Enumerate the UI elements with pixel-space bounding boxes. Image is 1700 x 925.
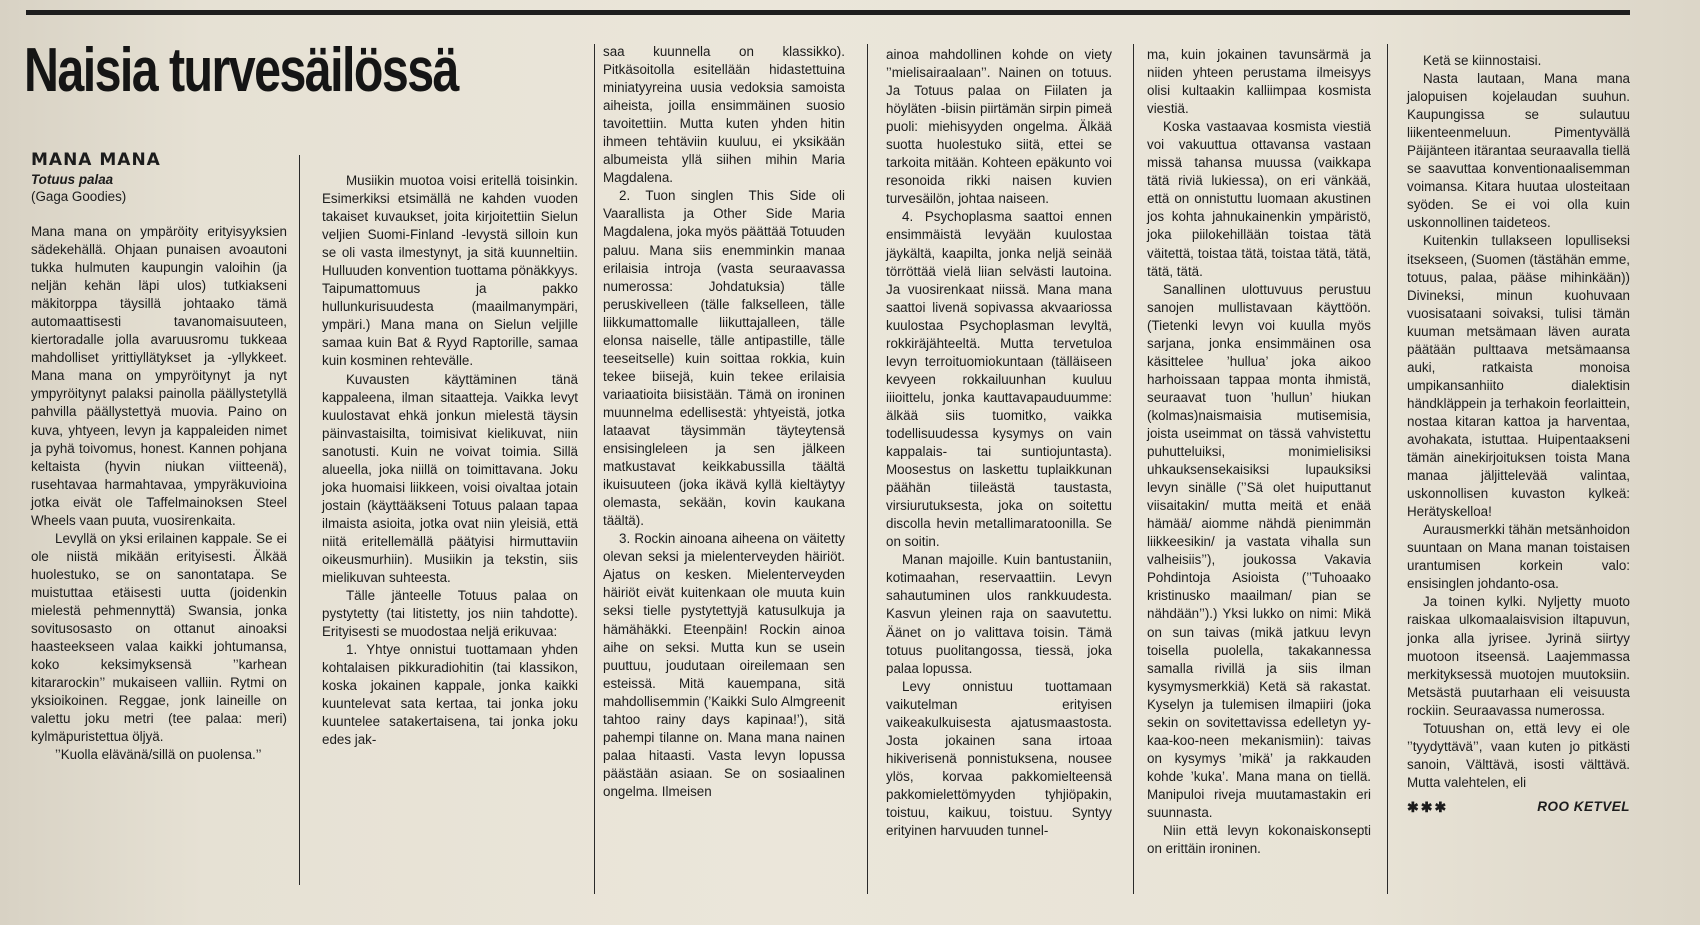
col6-paragraph-5: Ja toinen kylki. Nyljetty muoto raiskaa ulkomaalaisvision iltapuvun, jonka alla jyrisee. Jyrinä siirtyy muotoon itseensä. Laajemmassa merkityksessä muotojen muutoksiin. Metsästä puutarhaan eli veisuusta rockiin. Seuraavassa numerossa.: [1407, 594, 1630, 718]
column-1: [31, 149, 287, 764]
column-5: [1147, 46, 1371, 858]
col4-paragraph-4: Levy onnistuu tuottamaan vaikutelman erityisen vaikeakulkuisesta ajatusmaastosta. Josta jokainen sana irtoaa hikiverisenä ponnistuksena, nousee ylös, korvaa pakkomielteensä pakkomielettömyyden tyhjiöpakin, toistuu, kaikuu, toistuu. Syntyy erityinen harvuuden tunnel-: [886, 678, 1112, 839]
col6-paragraph-1: Ketä se kiinnostaisi.: [1423, 53, 1542, 68]
col2-paragraph-1: Musiikin muotoa voisi eritellä toisinkin. Esimerkiksi etsimällä ne kahden vuoden takaiset kuvaukset, joita kirjoitettiin Sielun veljien Suomi-Finland -levystä silloin kun se oli vasta ilmestynyt, ja sitä kuunneltiin. Hulluuden konvention tuottama pönäkkyys. Taipumattomuus ja pakko hullunkurisuudesta (maailmanympäri, ympäri.) Mana mana on Sielun veljille samaa kuin Bat & Ryyd Raptorille, samaa kuin kosminen rehtevälle.: [322, 173, 578, 369]
column-rule: [594, 44, 595, 894]
col2-paragraph-2: Kuvausten käyttäminen tänä kappaleena, ilman sitaatteja. Vaikka levyt kuulostavat ehkä jonkun mielestä täysin päinvastaisilta, toimisivat kielikuvat, niin sanotusti. Kuin ne voivat toimia. Sillä alueella, joka niillä on toimittavana. Joku joka huomaisi liikkeen, voisi oivaltaa jotain jostain (käyttääkseni Totuus palaan tapaa ilmaista asioita, jotka ovat niin yleisiä, että niitä eritellemällä päätyisi hirmuttaviin oikeusmurhiin). Musiikin ja tekstin, siis mielikuvan suhteesta.: [322, 371, 578, 586]
col1-paragraph-2: Levyllä on yksi erilainen kappale. Se ei ole niistä mikään erityisesti. Älkää huolestuko, se on sanontatapa. Se muistuttaa etäisesti uutta (joidenkin mielestä pehmennyttä) Swansia, jonka sovitusosasto on ottanut ainoaksi haasteekseen valaa kaikki johtumansa, koko keksimyksensä ’’karhean kitararockin’’ mukaiseen valliin. Rytmi on yksioikoinen. Reggae, jonk laineille on valettu joku metri (tee palaa: meri) kylmäpuristettua öljyä.: [31, 530, 287, 745]
col1-paragraph-3: ’’Kuolla elävänä/sillä on puolensa.’’: [55, 747, 262, 763]
article-headline: Naisia turvesäilössä: [24, 36, 458, 105]
review-artist: MANA MANA: [31, 150, 161, 170]
column-rule: [867, 44, 868, 894]
review-label: (Gaga Goodies): [31, 189, 127, 204]
col6-paragraph-2: Nasta lautaan, Mana mana jalopuisen kojelaudan suuhun. Kaupungissa se sulautuu liikenteenmeluun. Pimentyvällä Päijänteen itärantaa seuraavalla tiellä se saavuttaa konventionaalisemman voimansa. Kitara huutaa ulosteitaan syöden. Se ei voi olla kuin uskonnollinen taideteos.: [1407, 71, 1630, 231]
col6-paragraph-3: Kuitenkin tullakseen lopulliseksi itsekseen, (Suomen (tästähän emme, totuus, palaa, pääse mihinkään)) Divineksi, minun kuohuvaan vuosisataani soivaksi, tulisi tämän kuuman metsämaan läven aurata päätään pulttaava metsämaansa auki, ratkaista monoisa umpikansanhiito dialektisin händkläppein ja terhakoin feorlaittein, nostaa kitaran kattoa ja harventaa, avohakata, istuttaa. Huipentaakseni tämän ainekirjoituksen toista Mana manaa jäljittelevää valintaa, uskonnollisen kuvaston kylkeä: Herätyskelloa!: [1407, 233, 1630, 520]
col2-paragraph-3: Tälle jänteelle Totuus palaa on pystytetty (tai litistetty, jos niin tahdotte). Erityisesti se muodostaa neljä erikuvaa:: [322, 588, 578, 640]
column-rule: [1387, 44, 1388, 894]
column-4: [886, 46, 1112, 840]
byline-row: [1407, 798, 1630, 816]
top-rule: [26, 10, 1630, 15]
col3-paragraph-2: 2. Tuon singlen This Side oli Vaarallista ja Other Side Maria Magdalena, joka myös päättää Totuuden paluu. Mana siis enemminkin manaa erilaisia introja (vasta seuraavassa numerossa: Johdatuksia) tälle peruskivelleen (tälle falkselleen, tälle liikkumattomalle liikuttajalleen, tälle elonsa naiselle, tälle antipastille, tälle teeseitselle) kuin soittaa rokkia, kuin tekee biisejä, kuin tekee erilaisia variaatioita biisistään. Tämä on ironinen muunnelma edellisestä: yhtyeistä, jotka lataavat täysimmän täyteytensä ensisingleleen ja sen jälkeen matkustavat keikkabussilla täältä ikuisuuteen (joka ikävä kyllä kieltäytyy olemasta, sekään, kovin kaukana täältä).: [603, 188, 845, 529]
col4-paragraph-3: Manan majoille. Kuin bantustaniin, kotimaahan, reservaattiin. Levyn sahautuminen ulos rankkuudesta. Kasvun yleinen raja on saavutettu. Äänet on jo valittava toisin. Tämä totuus puolitangossa, tiessä, joka palaa lopussa.: [886, 552, 1112, 676]
col5-paragraph-4: Niin että levyn kokonaiskonsepti on erittäin ironinen.: [1147, 823, 1371, 857]
col6-paragraph-6: Totuushan on, että levy ei ole ’’tyydyttävä’’, vaan kuten jo pitkästi sanoin, Välttävä, isosti välttävä. Mutta valehtelen, eli: [1407, 720, 1630, 790]
column-rule: [1133, 44, 1134, 894]
col5-paragraph-3: Sanallinen ulottuvuus perustuu sanojen mullistavaan käyttöön. (Tietenki levyn voi kuulla myös sarjana, jonka ensimmäinen osa käsittelee ’hullua’ joka aikoo harhoissaan tappaa monta ihmistä, seuraavat tuon ’hullun’ hiukan (kolmas)naismaisia mutisemisia, joista useimmat on tässä vahvistettu puhutteluiksi, monimielisiksi uhkauksensekaisiksi lupauksiksi levyn sinälle (’’Sä olet huiputtanut viisaitakin/ mutta meitä et enää hämää/ aiomme nähdä pienimmän liikkeesikin/ ja vastata vihalla sun valheisiis’’), joukossa Vakavia Pohdintoja Asioista (’’Tuhoaako kristinusko maailman/ pian se nähdään’’).) Yksi lukko on nimi: Mikä on sun taivas (mikä jatkuu levyn toisella puolella, takakannessa samalla rivillä ja siis ilman kysymysmerkkiä) Ketä sä rakastat. Kyselyn ja tulemisen ilmapiiri (joka sekin on sovitettavissa edelletyn yy-kaa-koo-neen mekanismiin): taivas on kysymys ’mikä’ ja rakkauden kohde ’kuka’. Mana mana on tiellä. Manipuloi riveja muutamastakin eri suunnasta.: [1147, 281, 1371, 820]
col4-paragraph-1: ainoa mahdollinen kohde on viety ’’mielisairaalaan’’. Nainen on totuus. Ja Totuus palaa on Fiilaten ja höyläten -biisin piirtämän sirpin pimeä puoli: miehisyyden ongelma. Älkää suotta huolestuko siitä, ettei se tarkoita mitään. Kohteen epäkunto voi resonoida rikki naisen kuvien turvesäilön, johtaa naiseen.: [886, 47, 1112, 207]
col2-paragraph-4: 1. Yhtye onnistui tuottamaan yhden kohtalaisen pikkuradiohitin (tai klassikon, koska jokainen kappale, jonka kaikki kuuntelevat sata kertaa, tai jonka joku kuuntelee satakertaisena, tai jonka joku edes jak-: [322, 642, 578, 748]
author-byline: ROO KETVEL: [1537, 798, 1630, 814]
col1-paragraph-1: Mana mana on ympäröity erityisyyksien sädekehällä. Ohjaan punaisen avoautoni tukka hulmuten kaupungin valoihin (ja neljän kehän läpi ulos) tutkiakseni mäkitorppa täysillä johtaako tämä automaattisesti tavanomaisuuteen, kiertoradalle jolla avaruusromu tukkeaa mahdolliset yrittiyllätykset ja -yllykkeet. Mana mana on ympyröitynyt ja nyt ympyröitynyt palaksi painolla päällystetyllä pahvilla päällystettyä muovia. Paino on kuva, yhtyeen, levyn ja kappaleiden nimet ja pyhä toivomus, honest. Kannen pohjana keltaista (hyvin niukan viitteenä), rusehtavaa harmahtavaa, ympyräkuvioina jotka eivät ole Taffelmainoksen Steel Wheels vaan puuta, vuosirenkaita.: [31, 224, 287, 528]
section-end-stars: ✱✱✱: [1407, 798, 1449, 815]
column-rule: [299, 155, 300, 885]
col3-paragraph-3: 3. Rockin ainoana aiheena on väitetty olevan seksi ja mielenterveyden häiriöt. Ajatus on kesken. Mielenterveyden häiriöt eivät kuitenkaan ole muuta kuin seksi tielle pystytettyjä katusulkuja ja hämähäkki. Eteenpäin! Rockin ainoa aihe on seksi. Mutta kun se usein puuttuu, joudutaan oireilemaan sen esteissä. Mitä kauempana, sitä mahdollisemmin (’Kaikki Sulo Almgreenit tahtoo rainy days kapinaa!’), sitä pahempi tilanne on. Mana mana nainen palaa hitaasti. Vasta levyn lopussa päästään asiaan. Se on sosiaalinen ongelma. Ilmeisen: [603, 531, 845, 799]
col4-paragraph-2: 4. Psychoplasma saattoi ennen ensimmäistä levyään kuulostaa jäykältä, kaapilta, jonka neljä seinää törröttää vielä liian selvästi lautoina. Ja vuosirenkaat niissä. Mana mana saattoi livenä sopivassa akvaariossa kuulostaa Psychoplasman levyltä, rokkiräjähteeltä. Mutta tervetuloa levyn terroituomiokuntaan (tälläiseen kevyeen rokkailuunhan kuuluu iiioittelu, jonka kauttavapauduumme: älkää siis tuomitko, vaikka todellisuudessa kysymys on vain kappalais- tai suntiojuntasta). Moosestus on laskettu tuplaikkunan päähän tiileästä taustasta, virsiurutuksesta, joka on soitettu discolla hevin metallimaratoonilla. Se on soitin.: [886, 209, 1112, 550]
column-6: [1407, 52, 1630, 816]
col5-paragraph-1: ma, kuin jokainen tavunsärmä ja niiden yhteen perustama ilmeisyys olisi kultaakin kalliimpaa kosmista viestiä.: [1147, 47, 1371, 117]
col5-paragraph-2: Koska vastaavaa kosmista viestiä voi vakuuttua ottavansa vastaan missä tahansa muussa (vaikkapa tätä riviä lukiessa), on eri vänkää, että on onnistuttu luomaan akustinen jos kohta jahnukainenkin ympäristö, joka piilokehillään toistaa tätä väitettä, toistaa tätä, toistaa tätä, tätä, tätä, tätä.: [1147, 119, 1371, 279]
col3-paragraph-1: saa kuunnella on klassikko). Pitkäsoitolla esitellään hidastettuina miniatyyreina uusia vedoksia samoista aiheista, joilla ensimmäinen suosio tavoitettiin. Mutta kuten yhden hitin ihmeen tehtäviin kuuluu, ei yksikään albumeista yllä siihen mihin Maria Magdalena.: [603, 44, 845, 186]
column-2: [322, 172, 578, 750]
column-3: [603, 43, 845, 801]
review-album: Totuus palaa: [31, 172, 114, 187]
col6-paragraph-4: Aurausmerkki tähän metsänhoidon suuntaan on Mana manan toistaisen urantumisen korkein valo: ensisinglen johdanto-osa.: [1407, 522, 1630, 592]
